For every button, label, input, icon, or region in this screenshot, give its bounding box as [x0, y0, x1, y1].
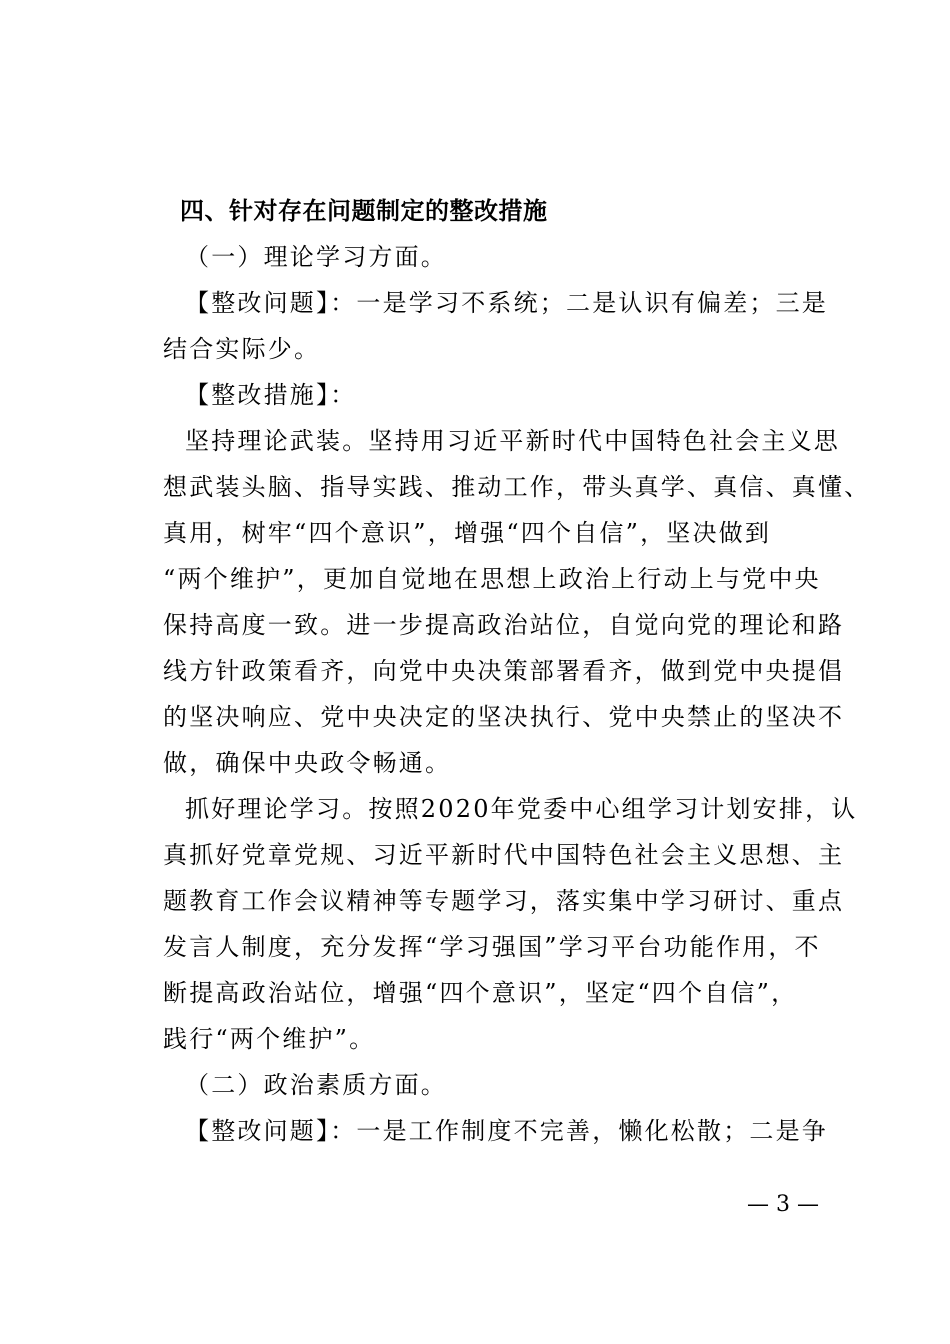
body-line: 坚持理论武装。坚持用习近平新时代中国特色社会主义思: [185, 427, 840, 455]
body-line: 线方针政策看齐，向党中央决策部署看齐，做到党中央提倡: [163, 657, 845, 685]
body-line: 发言人制度，充分发挥“学习强国”学习平台功能作用，不: [163, 933, 821, 961]
body-line: 结合实际少。: [163, 335, 321, 363]
body-line: 做，确保中央政令畅通。: [163, 749, 452, 777]
body-line: 断提高政治站位，增强“四个意识”，坚定“四个自信”，: [163, 979, 798, 1007]
document-body: [163, 188, 871, 1154]
body-line: 题教育工作会议精神等专题学习，落实集中学习研讨、重点: [163, 887, 845, 915]
subsection-heading: （二）政治素质方面。: [185, 1071, 447, 1099]
body-line: “两个维护”，更加自觉地在思想上政治上行动上与党中央: [163, 565, 821, 593]
body-line: 【整改问题】：一是工作制度不完善，懒化松散；二是争: [185, 1117, 828, 1145]
subsection-heading: （一）理论学习方面。: [185, 243, 447, 271]
section-heading: 四、针对存在问题制定的整改措施: [180, 197, 548, 225]
body-line: 抓好理论学习。按照2020年党委中心组学习计划安排，认: [185, 795, 858, 823]
body-line: 的坚决响应、党中央决定的坚决执行、党中央禁止的坚决不: [163, 703, 845, 731]
body-line: 真抓好党章党规、习近平新时代中国特色社会主义思想、主: [163, 841, 845, 869]
body-line: 【整改措施】：: [185, 381, 357, 409]
body-line: 真用，树牢“四个意识”，增强“四个自信”，坚决做到: [163, 519, 772, 547]
body-line: 践行“两个维护”。: [163, 1025, 376, 1053]
body-line: 【整改问题】：一是学习不系统；二是认识有偏差；三是: [185, 289, 828, 317]
body-line: 想武装头脑、指导实践、推动工作，带头真学、真信、真懂、: [163, 473, 871, 501]
body-line: 保持高度一致。进一步提高政治站位，自觉向党的理论和路: [163, 611, 845, 639]
page-number: — 3 —: [747, 1192, 819, 1217]
